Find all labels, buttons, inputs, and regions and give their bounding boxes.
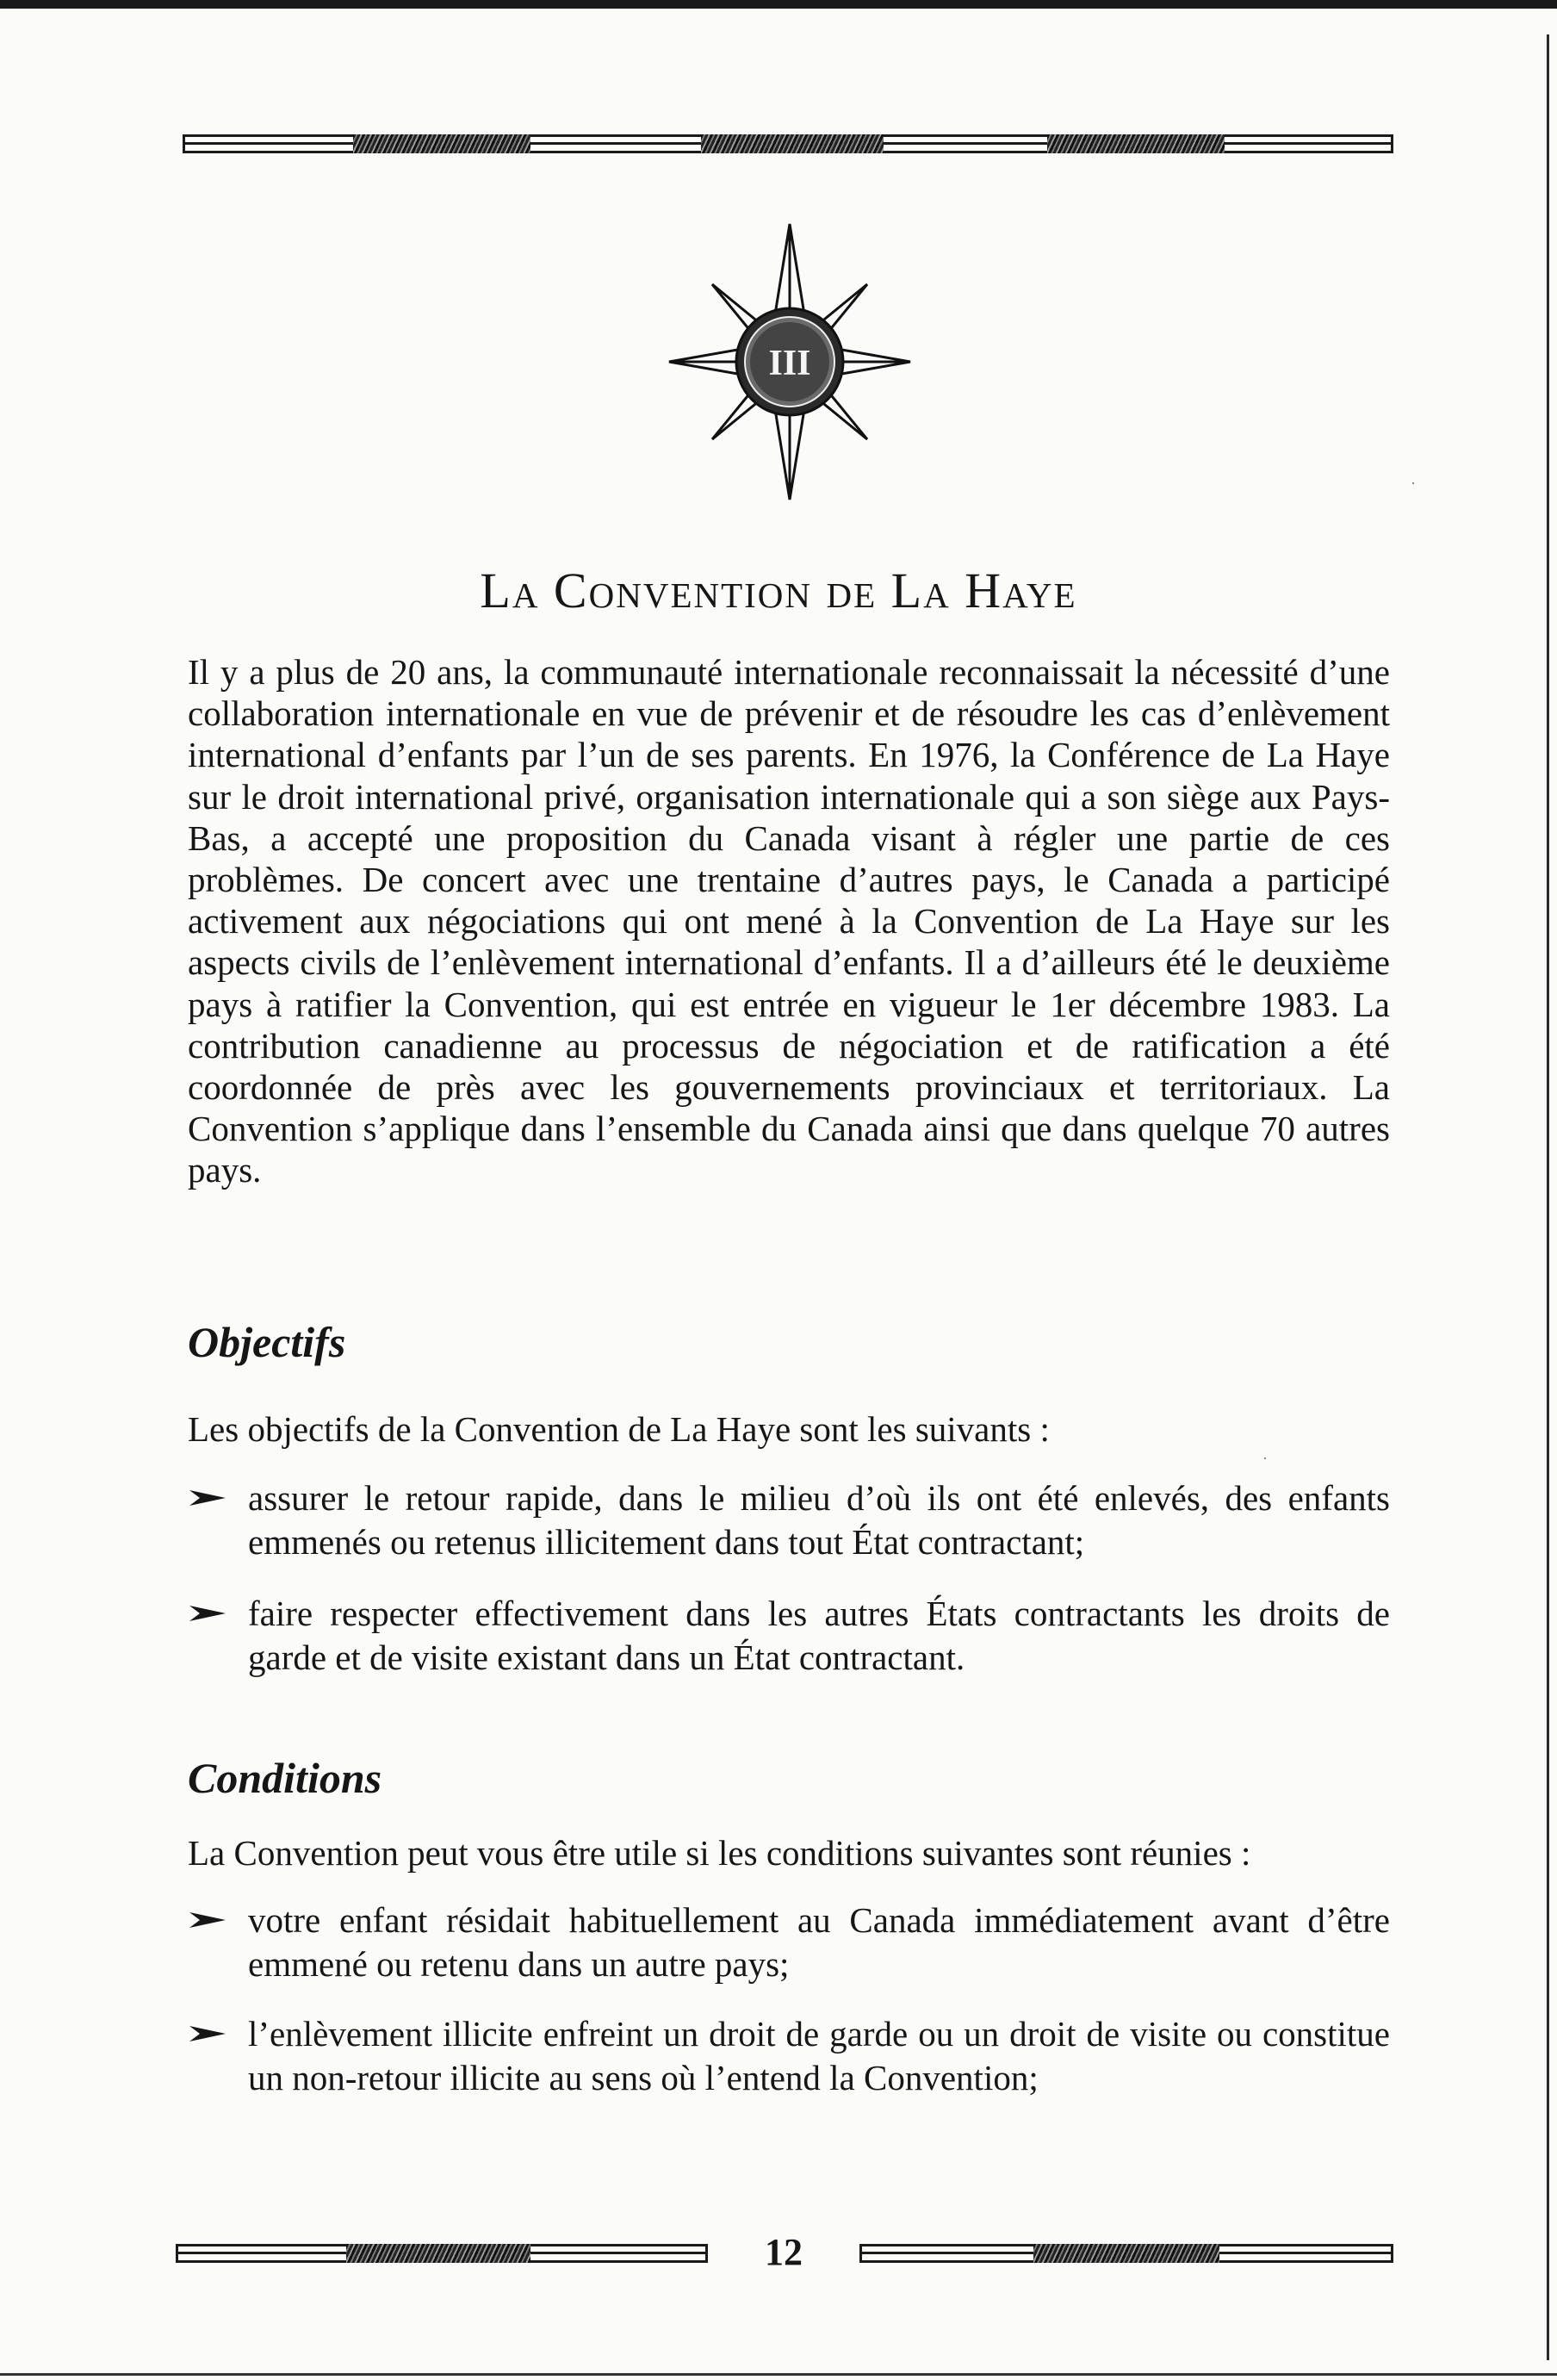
page-right-edge <box>1547 34 1549 2360</box>
chapter-numeral: III <box>768 344 811 383</box>
arrow-bullet-icon <box>188 2024 227 2043</box>
objectifs-intro: Les objectifs de la Convention de La Haye sont les suivants : <box>188 1409 1050 1449</box>
page-bottom-edge <box>0 2373 1557 2376</box>
objectifs-item-2: faire respecter effectivement dans les autres États contractants les droits de garde et de visite existant dans un État contractant. <box>248 1594 1390 1677</box>
top-decorative-band <box>183 134 1393 153</box>
intro-paragraph: Il y a plus de 20 ans, la communauté internationale reconnaissait la nécessité d’une collaboration internationale en vue de prévenir et de résoudre les cas d’enlèvement international d’enfants par l’un de ses parents. En 1976, la Conférence de La Haye sur le droit international privé, organisation internationale qui a son siège aux Pays-Bas, a accepté une proposition du Canada visant à régler une partie de ces problèmes. De concert avec une trentaine d’autres pays, le Canada a participé activement aux négociations qui ont mené à la Convention de La Haye sur les aspects civils de l’enlèvement international d’enfants. Il a d’ailleurs été le deuxième pays à ratifier la Convention, qui est entrée en vigueur le 1er décembre 1983. La contribution canadienne au processus de négociation et de ratification a été coordonnée de près avec les gouvernements provinciaux et territoriaux. La Convention s’applique dans l’ensemble du Canada ainsi que dans quelque 70 autres pays. <box>188 652 1390 1190</box>
compass-emblem-icon <box>665 220 915 504</box>
footer-band-left <box>176 2244 708 2263</box>
arrow-bullet-icon <box>188 1488 227 1507</box>
conditions-item-1: votre enfant résidait habituellement au Canada immédiatement avant d’être emmené ou retenu dans un autre pays; <box>248 1900 1390 1984</box>
objectifs-item-1: assurer le retour rapide, dans le milieu d’où ils ont été enlevés, des enfants emmenés ou retenus illicitement dans tout État contractant; <box>248 1478 1390 1562</box>
arrow-bullet-icon <box>188 1604 227 1623</box>
arrow-bullet-icon <box>188 1911 227 1929</box>
section-heading-conditions: Conditions <box>188 1754 382 1802</box>
page-title: La Convention de La Haye <box>480 562 1077 618</box>
conditions-item-2: l’enlèvement illicite enfreint un droit de garde ou un droit de visite ou constitue un non-retour illicite au sens où l’entend la Convention; <box>248 2014 1390 2097</box>
page-number: 12 <box>765 2231 803 2273</box>
footer-band-right <box>859 2244 1393 2263</box>
section-heading-objectifs: Objectifs <box>188 1318 346 1366</box>
scan-speck <box>1264 1457 1266 1459</box>
page-top-edge <box>0 0 1557 9</box>
scan-speck <box>1412 482 1414 484</box>
conditions-intro: La Convention peut vous être utile si les conditions suivantes sont réunies : <box>188 1833 1251 1873</box>
